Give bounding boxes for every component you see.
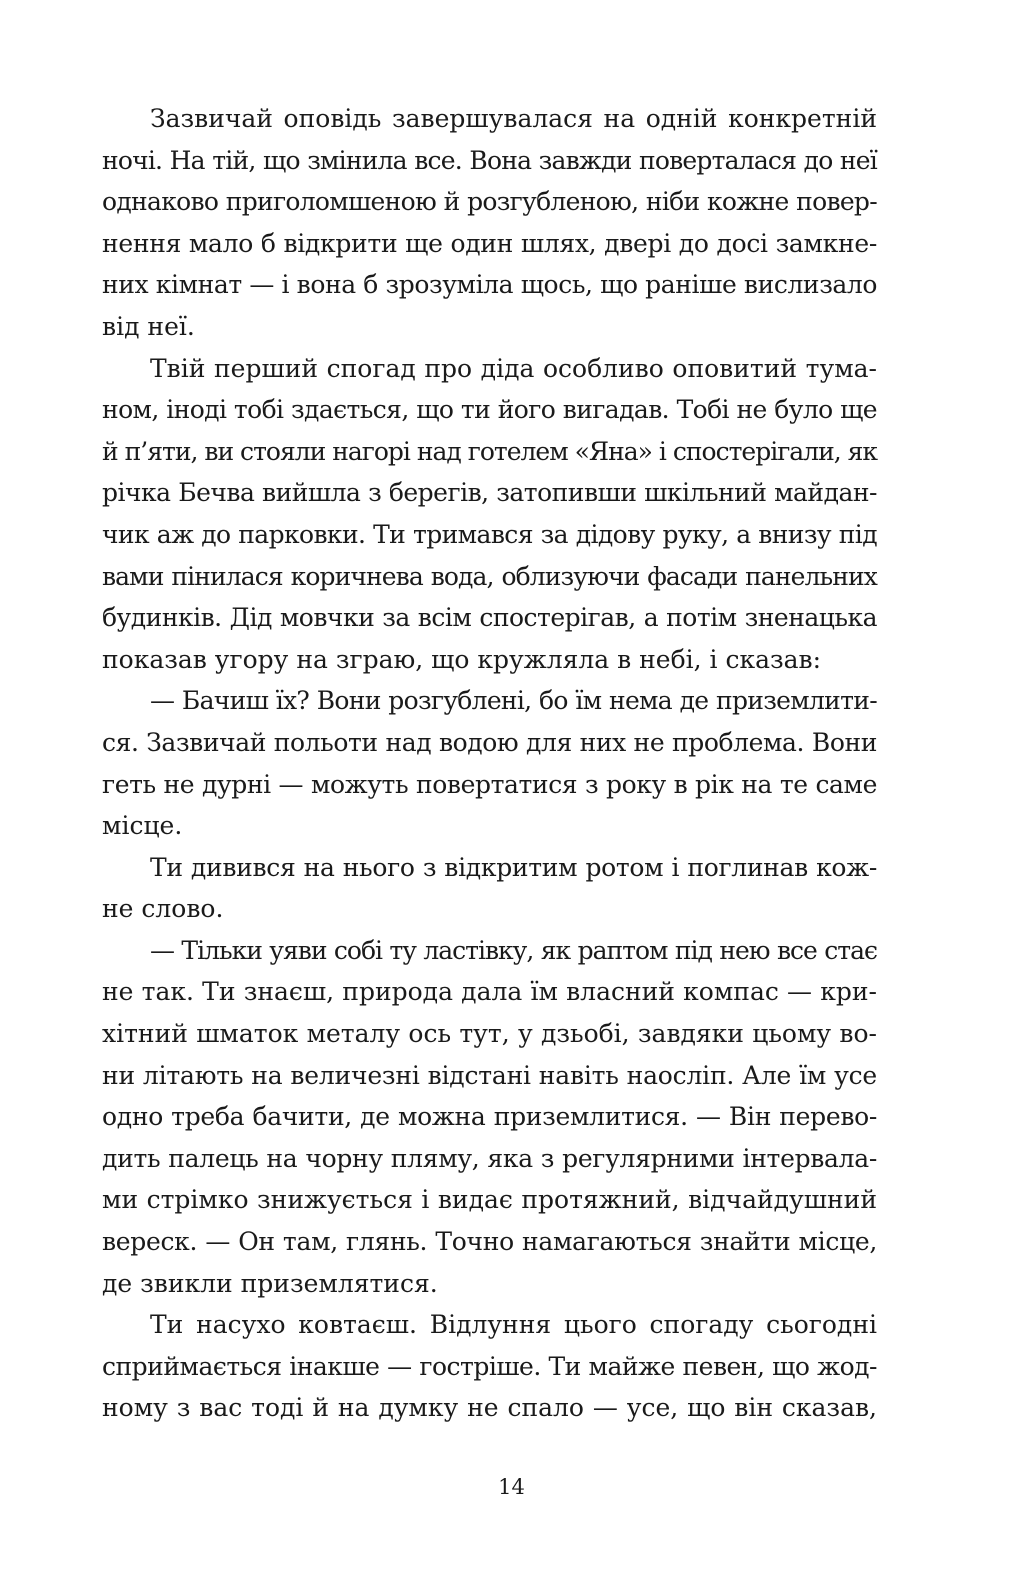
dialogue-line: не так. Ти знаєш, природа дала їм власний компас — кри-: [102, 977, 877, 1007]
dialogue-line: місце.: [102, 811, 183, 841]
dialogue-line: геть не дурні — можуть повертатися з року в рік на те саме: [102, 769, 877, 799]
paragraph-line: Твій перший спогад про діда особливо оповитий тума-: [150, 353, 877, 383]
paragraph-line: ному з вас тоді й на думку не спало — усе, що він сказав,: [102, 1393, 877, 1423]
paragraph-line: не слово.: [102, 894, 224, 924]
paragraph-line: нення мало б відкрити ще один шлях, двері до досі замкне-: [102, 228, 877, 258]
dialogue-line: ни літають на величезні відстані навіть наосліп. Але їм усе: [102, 1060, 877, 1090]
paragraph-line: показав угору на зграю, що кружляла в небі, і сказав:: [102, 644, 822, 674]
paragraph-line: й п’яти, ви стояли нагорі над готелем «Яна» і спостерігали, як: [102, 436, 878, 466]
paragraph-line: будинків. Дід мовчки за всім спостерігав, а потім зненацька: [102, 603, 877, 633]
dialogue-line: ми стрімко знижується і видає протяжний, відчайдушний: [102, 1185, 877, 1215]
paragraph-line: однаково приголомшеною й розгубленою, ніби кожне повер-: [102, 187, 877, 217]
paragraph-line: Ти дивився на нього з відкритим ротом і поглинав кож-: [150, 852, 877, 882]
page-number: 14: [498, 1475, 525, 1499]
body-text: [102, 98, 877, 1429]
dialogue-line: ся. Зазвичай польоти над водою для них не проблема. Вони: [102, 727, 877, 757]
paragraph-line: вами пінилася коричнева вода, облизуючи фасади панельних: [102, 561, 877, 591]
paragraph-line: них кімнат — і вона б зрозуміла щось, що раніше вислизало: [102, 270, 878, 300]
dialogue-line: вереск. — Он там, глянь. Точно намагаються знайти місце,: [102, 1227, 877, 1257]
dialogue-line: одно треба бачити, де можна приземлитися. — Він перево-: [102, 1102, 877, 1132]
paragraph-line: сприймається інакше — гостріше. Ти майже певен, що жод-: [102, 1351, 877, 1381]
paragraph-line: ном, іноді тобі здається, що ти його вигадав. Тобі не було ще: [102, 395, 877, 425]
dialogue-line: де звикли приземлятися.: [102, 1268, 438, 1298]
paragraph-line: від неї.: [102, 311, 195, 341]
dialogue-line: — Тільки уяви собі ту ластівку, як раптом під нею все стає: [150, 935, 877, 965]
paragraph-line: річка Бечва вийшла з берегів, затопивши шкільний майдан-: [102, 478, 877, 508]
dialogue-line: дить палець на чорну пляму, яка з регулярними інтервала-: [102, 1143, 877, 1173]
dialogue-line: — Бачиш їх? Вони розгублені, бо їм нема де приземлити-: [150, 686, 877, 716]
paragraph-line: Зазвичай оповідь завершувалася на одній конкретній: [150, 104, 877, 133]
paragraph-line: Ти насухо ковтаєш. Відлуння цього спогаду сьогодні: [150, 1310, 877, 1340]
dialogue-line: хітний шматок металу ось тут, у дзьобі, завдяки цьому во-: [102, 1019, 877, 1049]
paragraph-line: чик аж до парковки. Ти тримався за дідову руку, а внизу під: [102, 519, 877, 549]
paragraph-line: ночі. На тій, що змінила все. Вона завжди поверталася до неї: [102, 145, 877, 175]
